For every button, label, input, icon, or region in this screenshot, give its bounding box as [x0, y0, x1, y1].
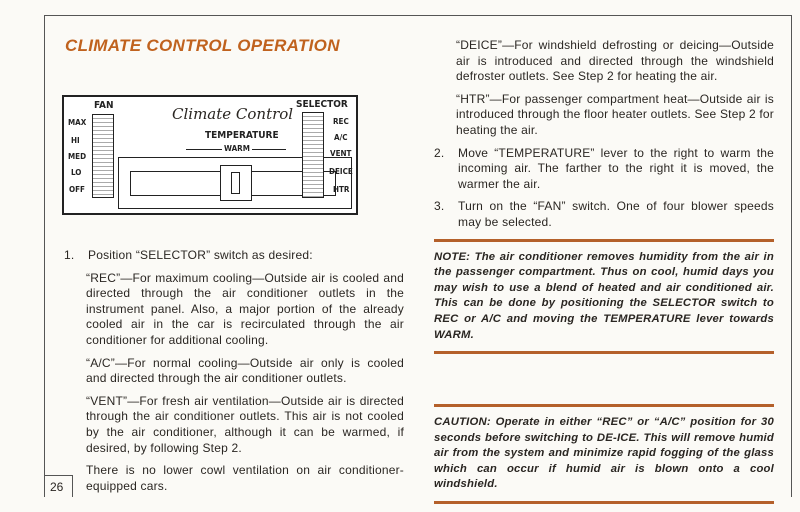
step-3: 3. Turn on the “FAN” switch. One of four blower speeds may be selected. [434, 199, 774, 229]
fan-label: FAN [94, 100, 114, 111]
selector-htr: HTR [333, 185, 350, 194]
step-1: 1. Position “SELECTOR” switch as desired: [64, 248, 313, 262]
warm-label: WARM [224, 144, 250, 153]
temperature-label: TEMPERATURE [205, 130, 279, 141]
divider [434, 351, 774, 354]
left-column [64, 248, 404, 501]
rec-description: “REC”—For maximum cooling—Outside air is cooled and directed through the air conditioner outlets in the instrument panel. Also, a major portion of the already cooled air in the car is recirculated through the air conditioner for additional cooling. [86, 270, 404, 347]
script-title: Climate Control [172, 105, 294, 123]
fan-med: MED [68, 152, 87, 161]
note-box: NOTE: The air conditioner removes humidity from the air in the passenger compartment. Thus on cool, humid days you may wish to use a blend of heated and air conditioned air. This can be done by positioning the SELECTOR switch to REC or A/C and moving the TEMPERATURE lever towards WARM. [434, 250, 774, 341]
caution-box: CAUTION: Operate in either “REC” or “A/C” position for 30 seconds before switching to DE-ICE. This will remove humid air from the system and minimize rapid fogging of the glass which can occur if humid air is blown onto a cool windshield. [434, 416, 774, 491]
fan-max: MAX [68, 118, 87, 127]
htr-description: “HTR”—For passenger compartment heat—Outside air is introduced through the floor heater outlets. See Step 2 for heating the air. [456, 91, 774, 137]
divider [434, 404, 774, 407]
page-number: 26 [50, 480, 64, 494]
deice-description: “DEICE”—For windshield defrosting or deicing—Outside air is introduced and directed through the windshield defroster outlets. See Step 2 for heating the air. [456, 38, 774, 84]
selector-ac: A/C [334, 133, 348, 142]
fan-lever-slot [92, 114, 114, 198]
selector-lever-slot [302, 112, 324, 198]
page-title: CLIMATE CONTROL OPERATION [65, 36, 340, 55]
ac-description: “A/C”—For normal cooling—Outside air only is cooled and directed through the air conditioner outlets. [86, 355, 404, 386]
right-column [434, 38, 774, 512]
fan-lo: LO [71, 168, 82, 177]
vent-description: “VENT”—For fresh air ventilation—Outside air is directed through the air conditioner outlets. This air is not cooled by the air conditioner, although it can be warmed, if desired, by following Step 2. [86, 393, 404, 455]
divider [434, 239, 774, 242]
fan-hi: HI [71, 136, 80, 145]
temperature-lever [220, 165, 252, 201]
fan-off: OFF [69, 185, 85, 194]
step-2: 2. Move “TEMPERATURE” lever to the right to warm the incoming air. The farther to the right it is moved, the warmer the air. [434, 145, 774, 191]
climate-control-diagram [62, 95, 358, 215]
selector-vent: VENT [330, 149, 352, 158]
divider [434, 501, 774, 504]
selector-rec: REC [333, 117, 349, 126]
selector-deice: DEICE [329, 167, 353, 176]
cowl-note: There is no lower cowl ventilation on air conditioner-equipped cars. [86, 463, 404, 493]
selector-label: SELECTOR [296, 99, 348, 110]
